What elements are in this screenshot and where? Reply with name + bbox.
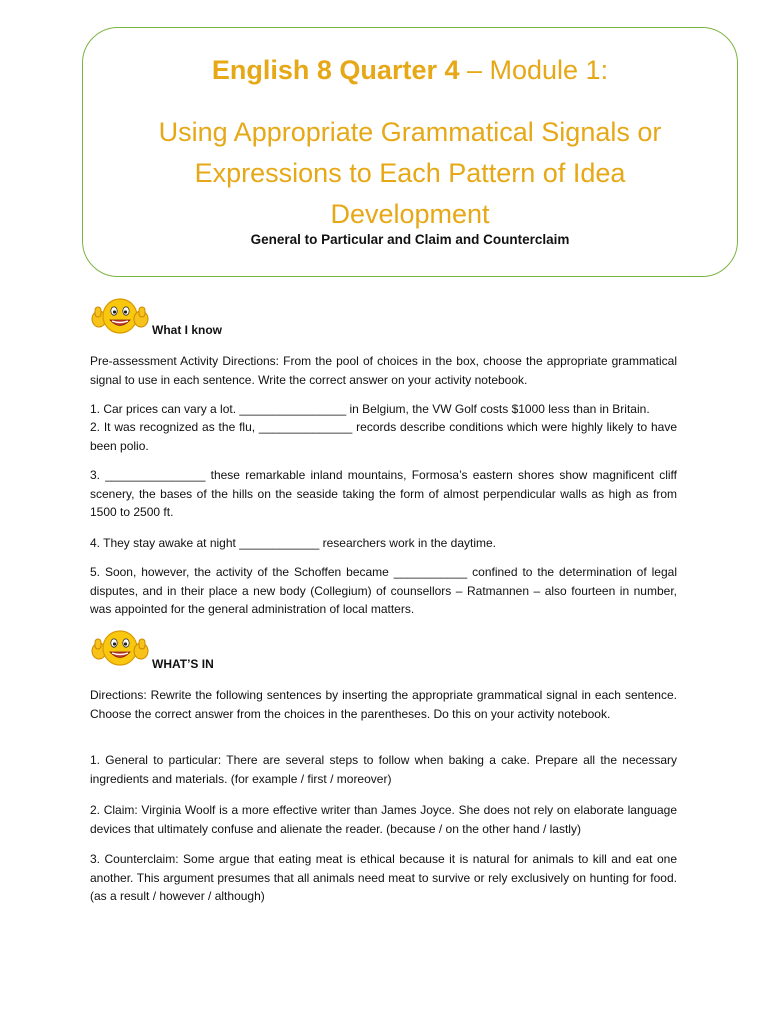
module-title-box [82, 27, 738, 277]
title-module: – Module 1: [459, 55, 609, 85]
whats-in-directions: Directions: Rewrite the following sentences by inserting the appropriate grammatical signal in each sentence. Choose the correct answer from the choices in the parentheses. Do this on your activity notebook. [90, 688, 677, 721]
list-item: 2. Claim: Virginia Woolf is a more effective writer than James Joyce. She does not rely on elaborate language devices that ultimately confuse and alienate the reader. (because / on the other hand / lastly) [90, 803, 677, 836]
smiley-thumbs-up-icon [90, 627, 150, 669]
list-item: 1. Car prices can vary a lot. ________________ in Belgium, the VW Golf costs $1000 less than in Britain. [90, 402, 650, 416]
smiley-thumbs-up-icon [90, 295, 150, 337]
section-whats-in-header [90, 627, 390, 671]
list-item: 2. It was recognized as the flu, ______________ records describe conditions which were highly likely to have been polio. [90, 420, 677, 453]
list-item: 1. General to particular: There are several steps to follow when baking a cake. Prepare all the necessary ingredients and materials. (for example / first / moreover) [90, 753, 677, 786]
section-label: What I know [152, 323, 222, 337]
section-label: WHAT’S IN [152, 657, 214, 671]
module-topic: Using Appropriate Grammatical Signals or Expressions to Each Pattern of Idea Development [158, 117, 662, 229]
list-item: 5. Soon, however, the activity of the Schoffen became ___________ confined to the determination of legal disputes, and in their place a new body (Collegium) of counsellors – Ratmannen – also fourteen in number, was appointed for the general administration of local matters. [90, 565, 677, 616]
list-item: 3. Counterclaim: Some argue that eating meat is ethical because it is natural for animals to kill and eat one another. This argument presumes that all animals need meat to survive or rely exclusively on hunting for food. (as a result / however / although) [90, 852, 677, 903]
title-course: English 8 Quarter 4 [211, 55, 460, 85]
list-item: 4. They stay awake at night ____________ researchers work in the daytime. [90, 536, 497, 550]
section-what-i-know-header [90, 295, 390, 339]
module-subtitle: General to Particular and Claim and Counterclaim [250, 232, 570, 247]
pre-assessment-directions: Pre-assessment Activity Directions: From the pool of choices in the box, choose the appropriate grammatical signal to use in each sentence. Write the correct answer on your activity notebook. [90, 354, 677, 387]
list-item: 3. _______________ these remarkable inland mountains, Formosa’s eastern shores show magnificent cliff scenery, the bases of the hills on the seaside taking the form of almost perpendicular walls as high as from 1500 to 2500 ft. [90, 468, 677, 519]
module-title [83, 54, 737, 86]
